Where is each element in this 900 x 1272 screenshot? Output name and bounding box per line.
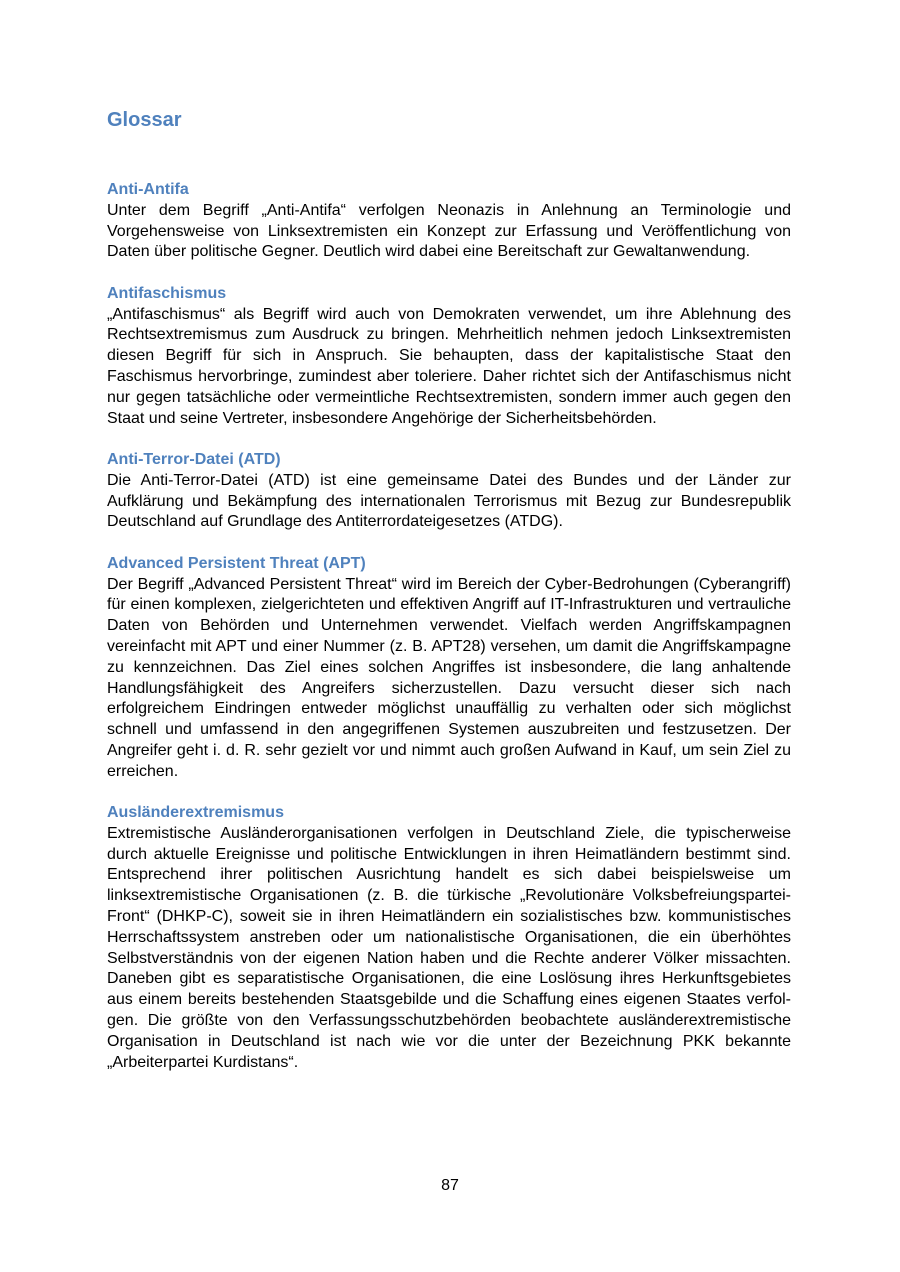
entry-term: Advanced Persistent Threat (APT) <box>107 554 366 572</box>
glossary-entry-apt <box>107 554 791 783</box>
entry-definition: Unter dem Begriff „Anti-Antifa“ verfolgen Neonazis in Anlehnung an Terminologie und Vorgehensweise von Linksextremisten ein Konzept zur Erfassung und Veröffentlichung von Daten über politische Gegner. Deutlich wird dabei eine Bereitschaft zur Gewaltanwendung. <box>107 201 791 261</box>
page-number: 87 <box>441 1177 459 1194</box>
glossary-entry-auslaenderextremismus <box>107 803 791 1073</box>
entry-term: Ausländerextremismus <box>107 804 284 822</box>
entry-term: Antifaschismus <box>107 284 227 302</box>
entry-definition: „Antifaschismus“ als Begriff wird auch von Demokraten verwendet, um ihre Ablehnung des Rechtsextremismus zum Ausdruck zu bringen. Mehrheitlich nehmen jedoch Linksextremisten diesen Begriff für sich in Anspruch. Sie behaupten, dass der kapitalistische Staat den Faschismus hervorbringe, zumindest aber toleriere. Daher richtet sich der Antifaschismus nicht nur gegen tatsächliche oder vermeintliche Rechtsextremisten, sondern immer auch gegen den Staat und seine Vertreter, insbesondere Angehörige der Sicherheitsbehörden. <box>107 305 791 427</box>
entry-term: Anti-Terror-Datei (ATD) <box>107 450 281 468</box>
entry-definition: Extremistische Ausländerorganisationen verfolgen in Deutschland Ziele, die typischerweise durch aktuelle Ereignisse und politische Entwicklungen in ihren Heimatländern bestimmt sind. Entsprechend ihrer politischen Ausrichtung handelt es sich dabei beispielsweise um linksextremistische Organisationen (z. B. die türkische „Revolutionäre Volksbefreiungspartei-Front“ (DHKP-C), soweit sie in ihren Heimatländern ein sozialistisches bzw. kommunistisches Herrschaftssystem anstreben oder um nationalistische Organisationen, die ein überhöhtes Selbstverständnis von der eigenen Nation haben und die Rechte anderer Völker missachten. Daneben gibt es separatistische Organisationen, die eine Loslösung ihres Herkunftsgebietes aus einem bereits bestehenden Staatsgebilde und die Schaffung eines eigenen Staates verfolgen. Die größte von den Verfassungsschutzbehörden beobachtete ausländerextremistische Organisation in Deutschland ist nach wie vor die unter der Bezeichnung PKK bekannte „Arbeiterpartei Kurdistans“. <box>107 824 791 1071</box>
entry-definition: Die Anti-Terror-Datei (ATD) ist eine gemeinsame Datei des Bundes und der Länder zur Aufklärung und Bekämpfung des internationalen Terrorismus mit Bezug zur Bundesrepublik Deutschland auf Grundlage des Antiterrordateigesetzes (ATDG). <box>107 471 791 531</box>
entry-definition: Der Begriff „Advanced Persistent Threat“ wird im Bereich der Cyber-Bedrohungen (Cyberangriff) für einen komplexen, zielgerichteten und effektiven Angriff auf IT-Infrastrukturen und vertrauliche Daten von Behörden und Unternehmen verwendet. Vielfach werden Angriffskampagnen vereinfacht mit APT und einer Nummer (z. B. APT28) versehen, um damit die Angriffskampagne zu kennzeichnen. Das Ziel eines solchen Angriffes ist insbesondere, die lang anhaltende Handlungsfähigkeit des Angreifers sicherzustellen. Dazu versucht dieser sich nach erfolgreichem Eindringen entweder möglichst unauffällig zu verhalten oder sich möglichst schnell und umfassend in den angegriffenen Systemen auszubreiten und festzusetzen. Der Angreifer geht i. d. R. sehr gezielt vor und nimmt auch großen Aufwand in Kauf, um sein Ziel zu erreichen. <box>107 575 791 780</box>
glossary-entry-antifaschismus <box>107 284 791 430</box>
page-title: Glossar <box>107 109 182 131</box>
glossary-entry-anti-antifa <box>107 180 791 263</box>
glossary-entry-anti-terror-datei <box>107 450 791 533</box>
glossary-entries <box>107 180 791 1094</box>
entry-term: Anti-Antifa <box>107 181 189 198</box>
